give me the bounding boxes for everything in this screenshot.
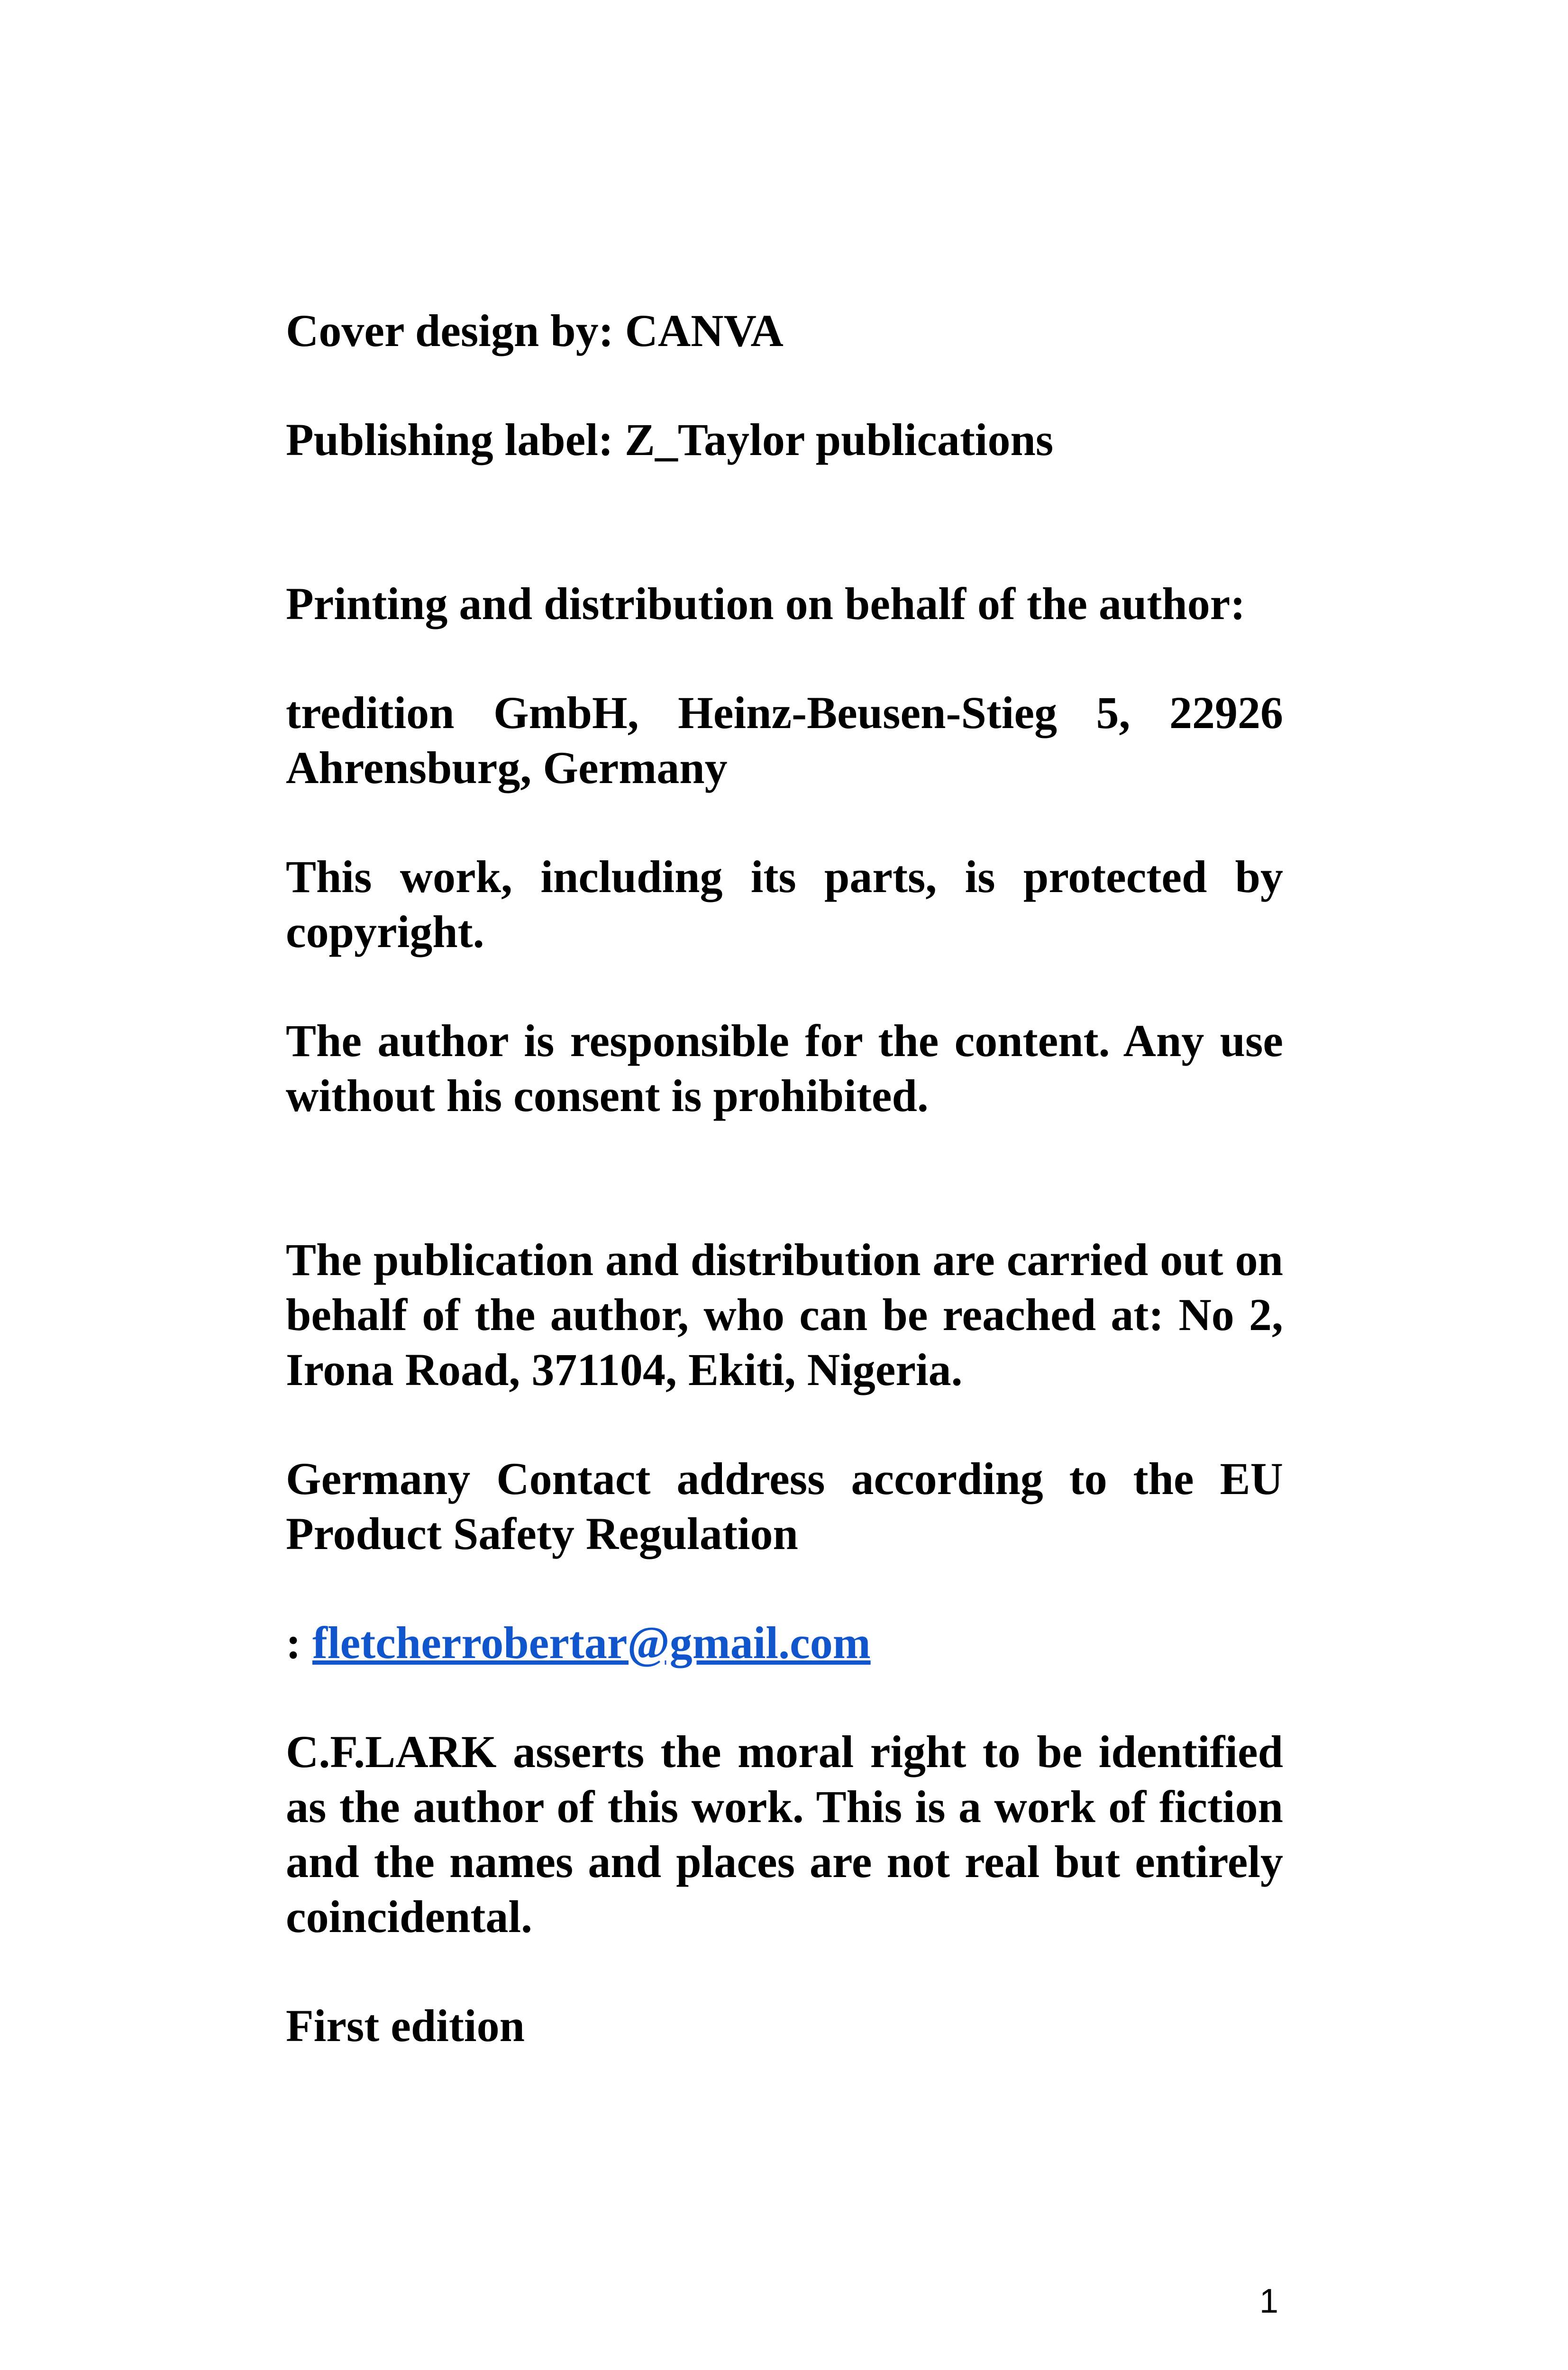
publishing-label: Publishing label: Z_Taylor publications	[286, 414, 1054, 465]
copyright-notice: This work, including its parts, is protected by copyright.	[286, 851, 1283, 957]
printing-distribution-note: Printing and distribution on behalf of the author:	[286, 578, 1246, 629]
cover-design-credit: Cover design by: CANVA	[286, 305, 784, 356]
edition-note: First edition	[286, 2000, 525, 2051]
publication-notice: The publication and distribution are carried out on behalf of the author, who can be reached at: No 2, Irona Road, 371104, Ekiti, Nigeria.	[286, 1234, 1283, 1395]
distributor-address: tredition GmbH, Heinz-Beusen-Stieg 5, 22926 Ahrensburg, Germany	[286, 687, 1283, 793]
eu-contact-note: Germany Contact address according to the EU Product Safety Regulation	[286, 1453, 1283, 1559]
moral-right-notice: C.F.LARK asserts the moral right to be identified as the author of this work. This is a work of fiction and the names and places are not real but entirely coincidental.	[286, 1726, 1283, 1942]
copyright-page-text	[286, 303, 1283, 2053]
email-line	[286, 1615, 1283, 1670]
email-link[interactable]: fletcherrobertar@gmail.com	[312, 1617, 871, 1668]
email-prefix: :	[286, 1617, 312, 1668]
page-number: 1	[1259, 2282, 1278, 2320]
responsibility-notice: The author is responsible for the content. Any use without his consent is prohibited.	[286, 1015, 1283, 1121]
